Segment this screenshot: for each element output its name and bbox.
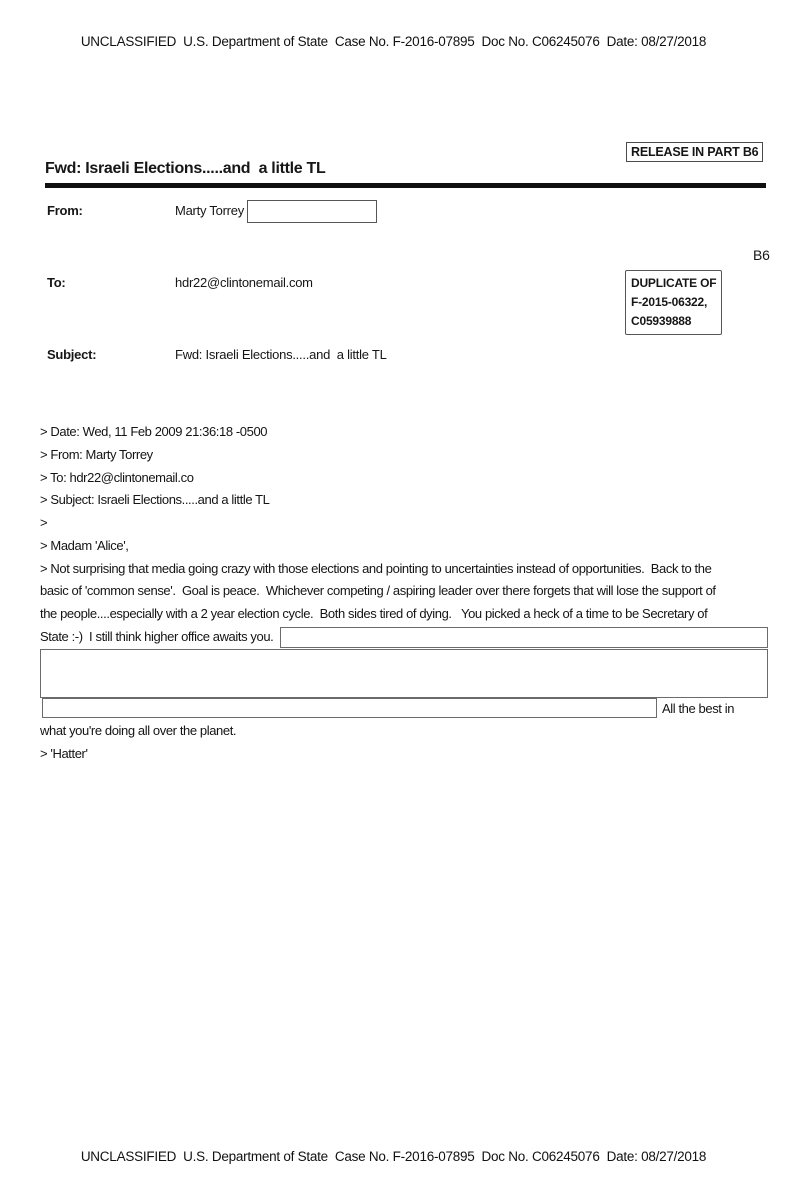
email-body	[40, 421, 768, 766]
body-line: basic of 'common sense'. Goal is peace. Whichever competing / aspiring leader over there forgets that will lose the support of	[40, 583, 716, 599]
redaction-box-from	[247, 200, 377, 223]
release-stamp: RELEASE IN PART B6	[626, 142, 763, 162]
body-line: >	[40, 515, 48, 530]
field-row-to	[47, 275, 617, 347]
field-row-from	[47, 203, 617, 275]
b6-exemption-note: B6	[753, 247, 770, 263]
body-signature: > 'Hatter'	[40, 746, 88, 761]
duplicate-stamp	[625, 270, 722, 335]
duplicate-stamp-line: C05939888	[631, 314, 692, 328]
body-line: what you're doing all over the planet.	[40, 723, 237, 739]
to-label: To:	[47, 275, 66, 290]
duplicate-stamp-line: DUPLICATE OF	[631, 276, 717, 290]
body-line: All the best in	[662, 700, 735, 716]
email-header-fields	[47, 203, 617, 362]
classification-header: UNCLASSIFIED U.S. Department of State Case No. F-2016-07895 Doc No. C06245076 Date: 08/27/2018	[80, 34, 707, 49]
redaction-box-block	[40, 649, 768, 698]
body-line: State :-) I still think higher office awaits you.	[40, 628, 274, 644]
body-line: > Date: Wed, 11 Feb 2009 21:36:18 -0500	[40, 424, 268, 439]
redaction-box-partial	[42, 698, 657, 718]
redaction-box-inline	[280, 627, 768, 648]
body-line: > To: hdr22@clintonemail.co	[40, 469, 194, 485]
body-line: > Subject: Israeli Elections.....and a little TL	[40, 492, 270, 508]
body-line: > From: Marty Torrey	[40, 446, 153, 462]
body-line: > Madam 'Alice',	[40, 537, 129, 553]
classification-footer: UNCLASSIFIED U.S. Department of State Case No. F-2016-07895 Doc No. C06245076 Date: 08/27/2018	[80, 1149, 707, 1164]
subject-label: Subject:	[47, 347, 97, 362]
field-row-subject	[47, 347, 617, 362]
body-line: the people....especially with a 2 year election cycle. Both sides tired of dying. You picked a heck of a time to be Secretary of	[40, 606, 708, 621]
email-subject-heading: Fwd: Israeli Elections.....and a little TL	[45, 160, 326, 177]
heading-divider	[45, 183, 766, 188]
from-label: From:	[47, 203, 83, 218]
duplicate-stamp-line: F-2015-06322,	[631, 295, 708, 309]
subject-value: Fwd: Israeli Elections.....and a little TL	[175, 347, 387, 362]
body-line: > Not surprising that media going crazy with those elections and pointing to uncertainties instead of opportunities. Back to the	[40, 560, 712, 576]
to-value: hdr22@clintonemail.com	[175, 275, 313, 290]
from-value: Marty Torrey	[175, 203, 244, 218]
body-line-after-redaction	[40, 698, 768, 721]
body-quoted-lines	[40, 421, 768, 626]
body-line-with-redaction	[40, 626, 768, 649]
